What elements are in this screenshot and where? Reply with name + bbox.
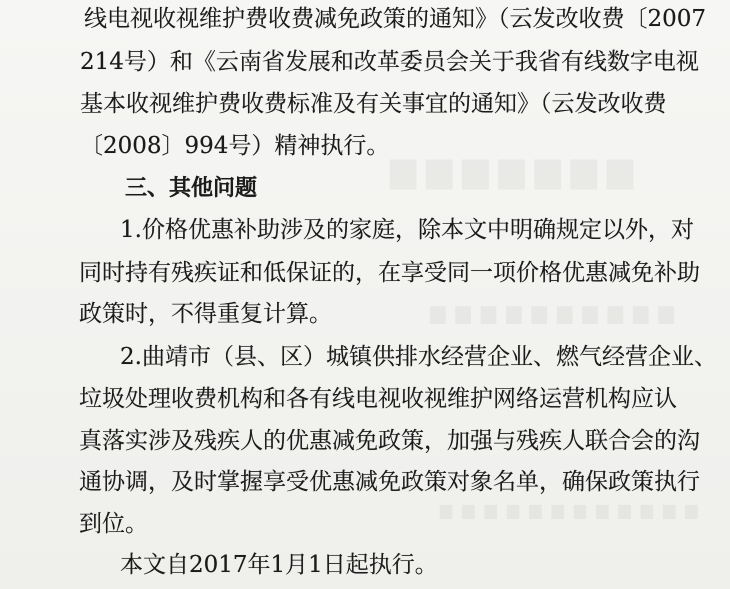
body-text-line: 政策时，不得重复计算。 bbox=[79, 301, 332, 328]
body-text-line: 通协调，及时掌握享受优惠减免政策对象名单，确保政策执行 bbox=[79, 469, 700, 496]
reverse-side-bleed-through: ▆▆▆▆▆▆▆▆▆▆▆▆ bbox=[430, 500, 698, 519]
reverse-side-bleed-through: ▆▆▆▆▆▆▆▆▆▆ bbox=[420, 300, 674, 324]
reverse-side-bleed-through: ▆▆▆▆▆▆▆ bbox=[380, 150, 634, 190]
body-text-line: 到位。 bbox=[79, 511, 148, 538]
body-text-line: 基本收视维护费收费标准及有关事宜的通知》（云发改收费 bbox=[80, 90, 667, 117]
body-text-line: 同时持有残疾证和低保证的，在享受同一项价格优惠减免补助 bbox=[79, 259, 700, 286]
paragraph-first-line: 1.价格优惠补助涉及的家庭，除本文中明确规定以外，对 bbox=[120, 216, 694, 243]
paragraph-first-line: 2.曲靖市（县、区）城镇供排水经营企业、燃气经营企业、 bbox=[120, 344, 717, 370]
body-text-line: 线电视收视维护费收费减免政策的通知》（云发改收费〔2007 bbox=[84, 6, 707, 32]
body-text-line: 真落实涉及残疾人的优惠减免政策，加强与残疾人联合会的沟 bbox=[79, 427, 700, 454]
body-text-line: 垃圾处理收费机构和各有线电视收视维护网络运营机构应认 bbox=[79, 385, 677, 412]
closing-line: 本文自2017年1月1日起执行。 bbox=[120, 552, 438, 578]
section-heading: 三、其他问题 bbox=[125, 175, 258, 201]
body-text-line: 〔2008〕994号）精神执行。 bbox=[80, 133, 390, 160]
body-text-line: 214号）和《云南省发展和改革委员会关于我省有线数字电视 bbox=[80, 48, 699, 75]
